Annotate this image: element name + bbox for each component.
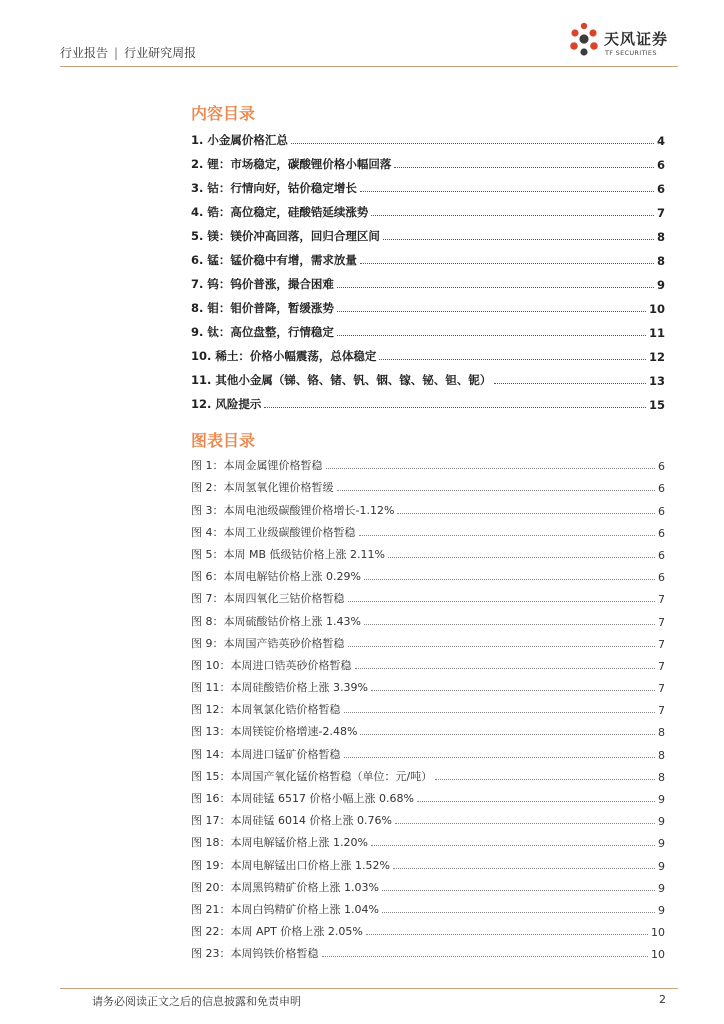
contents-entry-title: 4. 锆：高位稳定，硅酸锆延续涨势 bbox=[191, 205, 369, 219]
page-number: 2 bbox=[659, 993, 666, 1006]
contents-entry-title: 10. 稀土：价格小幅震荡，总体稳定 bbox=[191, 349, 377, 363]
figure-entry-leader bbox=[322, 956, 649, 957]
contents-entry-leader bbox=[337, 311, 646, 312]
figure-entry-leader bbox=[359, 535, 656, 536]
contents-entry-page: 8 bbox=[656, 254, 665, 268]
figure-entry[interactable] bbox=[191, 629, 665, 651]
figure-entry[interactable] bbox=[191, 850, 665, 872]
figure-entry[interactable] bbox=[191, 518, 665, 540]
figure-entry[interactable] bbox=[191, 473, 665, 495]
figure-entry-page: 8 bbox=[658, 748, 665, 762]
contents-entry[interactable] bbox=[191, 124, 665, 148]
contents-entry[interactable] bbox=[191, 220, 665, 244]
contents-entry-page: 7 bbox=[656, 206, 665, 220]
figure-entry[interactable] bbox=[191, 540, 665, 562]
figure-entry-title: 图 3：本周电池级碳酸锂价格增长-1.12% bbox=[191, 503, 395, 517]
contents-entry-leader bbox=[394, 167, 654, 168]
figure-entry-title: 图 15：本周国产氧化锰价格暂稳（单位：元/吨） bbox=[191, 769, 433, 783]
contents-entry-page: 11 bbox=[648, 326, 665, 340]
figure-entry-title: 图 11：本周硅酸锆价格上涨 3.39% bbox=[191, 681, 368, 695]
figure-entry-title: 图 12：本周氧氯化锆价格暂稳 bbox=[191, 703, 341, 717]
contents-entry[interactable] bbox=[191, 340, 665, 364]
figure-entry-title: 图 22：本周 APT 价格上涨 2.05% bbox=[191, 925, 363, 939]
figure-entry[interactable] bbox=[191, 917, 665, 939]
contents-entry-leader bbox=[291, 143, 654, 144]
report-header bbox=[60, 44, 196, 61]
contents-title: 内容目录 bbox=[191, 104, 256, 123]
figure-entry-page: 7 bbox=[658, 704, 665, 718]
figure-entry-title: 图 19：本周电解锰出口价格上涨 1.52% bbox=[191, 858, 390, 872]
contents-entry-page: 4 bbox=[656, 134, 665, 148]
figure-entry-leader bbox=[382, 912, 655, 913]
contents-entry[interactable] bbox=[191, 388, 665, 412]
figure-entry-leader bbox=[393, 868, 655, 869]
contents-entry-leader bbox=[383, 239, 654, 240]
contents-entry-leader bbox=[371, 215, 654, 216]
figure-entry-page: 9 bbox=[658, 881, 665, 895]
figure-entry-leader bbox=[344, 712, 656, 713]
figure-entry-page: 8 bbox=[658, 770, 665, 784]
figure-entry-leader bbox=[417, 801, 655, 802]
figure-entry-title: 图 13：本周镁锭价格增速-2.48% bbox=[191, 725, 358, 739]
figure-entry[interactable] bbox=[191, 762, 665, 784]
contents-entry-page: 8 bbox=[656, 230, 665, 244]
footer-disclaimer: 请务必阅读正文之后的信息披露和免责申明 bbox=[92, 995, 301, 1008]
figure-entry[interactable] bbox=[191, 739, 665, 761]
figure-entry-page: 7 bbox=[658, 593, 665, 607]
figures-title: 图表目录 bbox=[191, 431, 256, 450]
tianfeng-logo-icon bbox=[568, 22, 602, 60]
figure-entry-page: 7 bbox=[658, 637, 665, 651]
contents-entry[interactable] bbox=[191, 316, 665, 340]
figure-entry[interactable] bbox=[191, 562, 665, 584]
figure-entry-title: 图 10：本周进口锆英砂价格暂稳 bbox=[191, 658, 352, 672]
figure-entry-leader bbox=[355, 668, 656, 669]
figure-entry[interactable] bbox=[191, 606, 665, 628]
figure-entry-leader bbox=[371, 690, 655, 691]
figure-entry-leader bbox=[371, 845, 655, 846]
contents-entry-page: 9 bbox=[656, 278, 665, 292]
figure-entry[interactable] bbox=[191, 717, 665, 739]
figure-entry-title: 图 23：本周钨铁价格暂稳 bbox=[191, 947, 319, 961]
contents-entry-page: 6 bbox=[656, 158, 665, 172]
figure-entry-leader bbox=[397, 513, 655, 514]
figure-entry-page: 9 bbox=[658, 793, 665, 806]
figure-entry-page: 7 bbox=[658, 615, 665, 629]
logo-company-name: 天风证券 bbox=[604, 30, 669, 48]
company-logo bbox=[568, 22, 678, 62]
contents-entry[interactable] bbox=[191, 244, 665, 268]
figure-entry-leader bbox=[395, 823, 655, 824]
header-separator: | bbox=[114, 46, 119, 60]
figure-entry-leader bbox=[344, 757, 656, 758]
figure-entry[interactable] bbox=[191, 828, 665, 850]
figure-entry-leader bbox=[360, 734, 655, 735]
figure-entry[interactable] bbox=[191, 695, 665, 717]
logo-company-subtitle: TF SECURITIES bbox=[605, 49, 657, 57]
figure-entry-leader bbox=[364, 579, 655, 580]
figure-entry-title: 图 20：本周黑钨精矿价格上涨 1.03% bbox=[191, 880, 379, 894]
figure-entry-leader bbox=[388, 557, 655, 558]
figure-entry-title: 图 8：本周硫酸钴价格上涨 1.43% bbox=[191, 614, 361, 628]
contents-entry-title: 6. 锰：锰价稳中有增，需求放量 bbox=[191, 253, 357, 267]
figure-entry-page: 6 bbox=[658, 482, 665, 496]
header-divider bbox=[60, 66, 678, 67]
figure-entry-page: 9 bbox=[658, 815, 665, 829]
contents-entry-title: 7. 钨：钨价普涨，撮合困难 bbox=[191, 277, 334, 291]
figure-entry-title: 图 18：本周电解锰价格上涨 1.20% bbox=[191, 836, 368, 850]
figure-entry-page: 8 bbox=[658, 726, 665, 740]
figure-entry-title: 图 6：本周电解钴价格上涨 0.29% bbox=[191, 570, 361, 584]
figure-entry[interactable] bbox=[191, 806, 665, 828]
contents-entry[interactable] bbox=[191, 364, 665, 388]
figure-entry-title: 图 7：本周四氧化三钴价格暂稳 bbox=[191, 592, 345, 606]
figure-entry-leader bbox=[382, 890, 655, 891]
figure-entry[interactable] bbox=[191, 873, 665, 895]
figure-entry[interactable] bbox=[191, 784, 665, 806]
contents-entry-title: 9. 钛：高位盘整，行情稳定 bbox=[191, 325, 334, 339]
figure-entry[interactable] bbox=[191, 495, 665, 517]
figure-entry-page: 9 bbox=[658, 903, 665, 917]
figure-entry[interactable] bbox=[191, 584, 665, 606]
contents-entry[interactable] bbox=[191, 292, 665, 316]
contents-entry-title: 8. 钼：钼价普降，暂缓涨势 bbox=[191, 301, 334, 315]
contents-entry-page: 13 bbox=[648, 374, 665, 388]
figure-entry-title: 图 4：本周工业级碳酸锂价格暂稳 bbox=[191, 525, 356, 539]
contents-entry-leader bbox=[360, 191, 654, 192]
contents-entry-leader bbox=[337, 287, 654, 288]
contents-entry-leader bbox=[264, 407, 646, 408]
contents-entry-page: 6 bbox=[656, 182, 665, 196]
figure-entry-title: 图 21：本周白钨精矿价格上涨 1.04% bbox=[191, 902, 379, 916]
contents-entry-title: 5. 镁：镁价冲高回落，回归合理区间 bbox=[191, 229, 380, 243]
contents-list bbox=[191, 124, 665, 412]
figure-entry-page: 10 bbox=[651, 926, 665, 940]
figure-entry-leader bbox=[435, 779, 655, 780]
contents-entry[interactable] bbox=[191, 268, 665, 292]
figure-entry[interactable] bbox=[191, 673, 665, 695]
figure-entry-page: 6 bbox=[658, 548, 665, 562]
header-report-subtype: 行业研究周报 bbox=[124, 46, 197, 60]
contents-entry-title: 1. 小金属价格汇总 bbox=[191, 133, 288, 147]
figure-entry[interactable] bbox=[191, 451, 665, 473]
figure-entry-title: 图 9：本周国产锆英砂价格暂稳 bbox=[191, 636, 345, 650]
figure-entry-page: 7 bbox=[658, 682, 665, 696]
figure-entry-page: 6 bbox=[658, 571, 665, 585]
figure-entry[interactable] bbox=[191, 895, 665, 917]
figure-entry-leader bbox=[348, 646, 656, 647]
figure-entry-title: 图 2：本周氢氧化锂价格暂缓 bbox=[191, 481, 334, 495]
contents-entry[interactable] bbox=[191, 196, 665, 220]
figure-entry[interactable] bbox=[191, 939, 665, 961]
contents-entry-leader bbox=[494, 383, 646, 384]
contents-entry-page: 12 bbox=[648, 350, 665, 364]
figure-entry-leader bbox=[366, 934, 648, 935]
header-report-type: 行业报告 bbox=[60, 46, 109, 60]
figure-entry-page: 9 bbox=[658, 837, 665, 851]
contents-entry-leader bbox=[360, 263, 654, 264]
figure-entry-page: 6 bbox=[658, 504, 665, 518]
footer-divider bbox=[60, 988, 678, 989]
figure-entry-page: 7 bbox=[658, 659, 665, 673]
contents-entry-leader bbox=[337, 335, 646, 336]
figure-entry-leader bbox=[337, 490, 656, 491]
contents-entry-leader bbox=[379, 359, 646, 360]
figure-entry-leader bbox=[348, 601, 656, 602]
contents-entry[interactable] bbox=[191, 172, 665, 196]
figure-entry-page: 9 bbox=[658, 859, 665, 873]
figure-entry-title: 图 16：本周硅锰 6517 价格小幅上涨 0.68% bbox=[191, 792, 414, 805]
figure-entry-leader bbox=[326, 468, 656, 469]
figure-entry-title: 图 5：本周 MB 低级钴价格上涨 2.11% bbox=[191, 547, 385, 561]
contents-entry-page: 10 bbox=[648, 302, 665, 316]
figure-entry-leader bbox=[364, 624, 655, 625]
contents-entry-title: 3. 钴：行情向好，钴价稳定增长 bbox=[191, 181, 357, 195]
figure-entry-title: 图 17：本周硅锰 6014 价格上涨 0.76% bbox=[191, 814, 392, 828]
contents-entry-title: 2. 锂：市场稳定，碳酸锂价格小幅回落 bbox=[191, 157, 392, 171]
contents-entry-page: 15 bbox=[648, 398, 665, 412]
figure-entry-title: 图 1：本周金属锂价格暂稳 bbox=[191, 459, 323, 473]
contents-entry[interactable] bbox=[191, 148, 665, 172]
figure-entry[interactable] bbox=[191, 651, 665, 673]
figure-entry-page: 6 bbox=[658, 526, 665, 540]
contents-entry-title: 12. 风险提示 bbox=[191, 397, 262, 411]
contents-entry-title: 11. 其他小金属（锑、铬、锗、钒、铟、镓、铋、钽、铌） bbox=[191, 373, 492, 387]
figures-list bbox=[191, 451, 665, 961]
figure-entry-title: 图 14：本周进口锰矿价格暂稳 bbox=[191, 747, 341, 761]
figure-entry-page: 10 bbox=[651, 948, 665, 962]
figure-entry-page: 6 bbox=[658, 460, 665, 474]
